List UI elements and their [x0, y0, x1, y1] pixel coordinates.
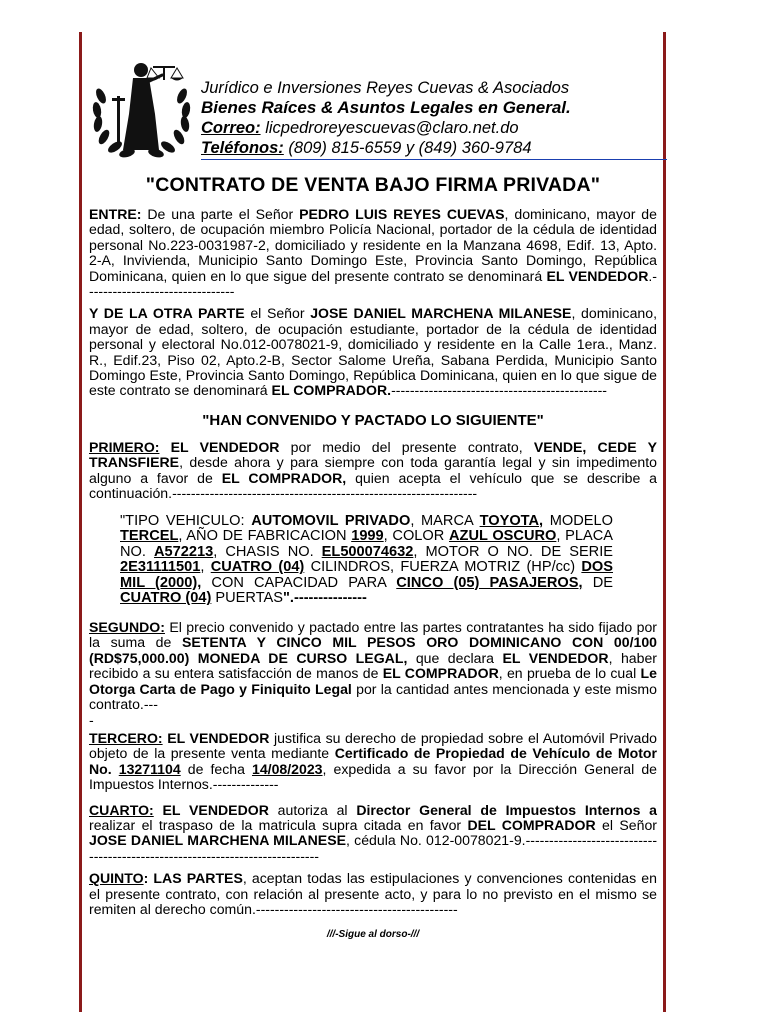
primero-bold-1: EL VENDEDOR	[170, 438, 280, 455]
primero-label: PRIMERO:	[89, 438, 160, 455]
vehicle-text-2: , MARCA	[410, 512, 480, 529]
vehicle-chassis: EL500074632	[321, 543, 414, 560]
vehicle-doors: CUATRO (04)	[120, 590, 212, 607]
quinto-dashes: -------------------------------------------	[255, 900, 458, 917]
cuarto-text-5: , cédula No. 012-0078021-9.	[346, 832, 526, 849]
vehicle-year: 1999	[351, 528, 384, 545]
segundo-price: SETENTA Y CINCO MIL PESOS ORO DOMINICANO CON 00/100 (RD$75,000.00) MONEDA DE CURSO LEGAL,	[89, 634, 658, 666]
segundo-text-1: El precio convenido y pactado entre las partes contratantes ha sido fijado por la suma de	[89, 619, 657, 651]
vehicle-brand: TOYOTA,	[479, 512, 544, 529]
vehicle-plate: A572213	[153, 543, 214, 560]
cuarto-label: CUARTO:	[89, 801, 154, 818]
phone-line	[201, 138, 571, 158]
vehicle-text-5: , COLOR	[383, 528, 449, 545]
vehicle-color: AZUL OSCURO	[449, 528, 557, 545]
vehicle-text-6: , PLACA NO.	[120, 528, 613, 560]
cuarto-dashes: -----------------------------------------------------------------------------	[89, 832, 658, 864]
segundo-text-3: , haber recibido a su entera satisfacción de manos de	[89, 649, 657, 682]
tercero-dashes: --------------	[212, 776, 279, 793]
cuarto-bold-4: JOSE DANIEL MARCHENA MILANESE	[89, 832, 346, 849]
primero-text-1	[159, 439, 170, 455]
vehicle-text-7: , CHASIS NO.	[213, 543, 322, 560]
primero-dashes: -----------------------------------------------------------------	[172, 485, 478, 502]
vehicle-power: DOS MIL (2000),	[120, 559, 613, 591]
email-label: Correo:	[201, 119, 261, 137]
segundo-text-2: que declara	[407, 649, 503, 666]
segundo-bold-3: EL COMPRADOR	[382, 665, 499, 682]
vehicle-text-10: CILINDROS, FUERZA MOTRIZ (HP/cc)	[304, 559, 582, 576]
phone-label: Teléfonos:	[201, 139, 284, 157]
phone-numbers: (809) 815-6559 y (849) 360-9784	[288, 139, 532, 157]
clause-tercero	[89, 731, 657, 793]
quinto-text-2: , aceptan todas las estipulaciones y convenciones contenidas en el presente contrato, con relación al presente acto, y para lo no previsto en el mismo se remiten al derecho común.	[89, 870, 657, 917]
tercero-bold-2: Certificado de Propiedad de Vehículo de Motor No.	[89, 745, 657, 777]
otra-text-2: , dominicano, mayor de edad, soltero, de ocupación estudiante, portador de la cédula de identidad personal y electoral No.012-0078021-9, domiciliado y residente en la Calle 1era., Manz. R., Edif.23, Piso 02, Apto.2-B, Sector Salome Ureña, Sabana Perdida, Municipio Santo Domingo Este, Provincia Santo Domingo, República Dominicana, quien en lo que sigue de este contrato se denominará	[89, 305, 658, 399]
email-line	[201, 118, 571, 138]
cuarto-text-4: el Señor	[595, 816, 657, 833]
vehicle-text-4: , AÑO DE FABRICACION	[178, 528, 352, 545]
vehicle-text-8: , MOTOR O NO. DE SERIE	[413, 543, 614, 560]
otra-label: Y DE LA OTRA PARTE	[89, 305, 245, 322]
clause-quinto	[89, 871, 657, 917]
otra-text-1: el Señor	[244, 305, 311, 322]
vehicle-cylinders: CUATRO (04)	[210, 559, 305, 576]
entre-dashes: .--------------------------------	[89, 267, 657, 300]
seller-role: EL VENDEDOR	[546, 267, 649, 284]
vehicle-text-9: ,	[200, 559, 211, 576]
primero-bold-2: VENDE, CEDE Y TRANSFIERE	[89, 438, 658, 471]
lady-justice-emblem-icon	[89, 56, 194, 160]
vehicle-model: TERCEL	[120, 528, 179, 545]
segundo-text-4: , en prueba de lo cual	[498, 665, 641, 682]
segundo-text-5: por la cantidad antes mencionada y este mismo contrato.---	[89, 680, 657, 713]
quinto-bold-1: LAS PARTES	[153, 870, 243, 887]
cuarto-bold-3: DEL COMPRADOR	[467, 816, 596, 833]
letterhead-text	[201, 78, 571, 158]
vehicle-text-1: "TIPO VEHICULO:	[120, 512, 252, 529]
page-footer: ///-Sigue al dorso-///	[326, 929, 420, 941]
primero-text-3: , desde ahora y para siempre con toda garantía legal y sin impedimento alguno a favor de	[89, 454, 657, 486]
clause-cuarto	[89, 803, 657, 865]
letterhead	[89, 52, 657, 160]
cuarto-text-1	[154, 802, 163, 818]
tercero-bold-1: EL VENDEDOR	[167, 729, 270, 746]
segundo-bold-2: EL VENDEDOR	[502, 649, 609, 666]
letterhead-rule	[201, 159, 667, 160]
email-address: licpedroreyescuevas@claro.net.do	[265, 119, 519, 137]
primero-text-2: por medio del presente contrato,	[279, 438, 534, 455]
entre-label: ENTRE:	[89, 206, 142, 222]
vehicle-text-3: MODELO	[543, 512, 613, 529]
certificate-number: 13271104	[118, 760, 181, 777]
company-tagline: Bienes Raíces & Asuntos Legales en General.	[201, 98, 571, 117]
tercero-text-3: de fecha	[180, 760, 252, 777]
company-name: Jurídico e Inversiones Reyes Cuevas & Asociados	[201, 79, 570, 97]
vehicle-end: ".---------------	[283, 590, 367, 607]
segundo-bold-4: Le Otorga Carta de Pago y Finiquito Legal	[89, 665, 657, 697]
clause-entre	[89, 207, 657, 299]
quinto-label: QUINTO	[89, 870, 144, 887]
vehicle-text-13: PUERTAS	[211, 590, 283, 607]
tercero-text-2: justifica su derecho de propiedad sobre el Automóvil Privado objeto de la presente venta mediante	[89, 729, 657, 762]
quinto-text-1: :	[143, 870, 154, 887]
vehicle-text-12: DE	[582, 574, 613, 591]
cuarto-bold-2: Director General de Impuestos Internos a	[356, 801, 658, 818]
vehicle-capacity: CINCO (05) PASAJEROS,	[396, 574, 583, 591]
primero-text-4: quien acepta el vehículo que se describe a continuación.	[89, 469, 657, 502]
primero-bold-3: EL COMPRADOR,	[221, 469, 347, 486]
vehicle-text-11: CON CAPACIDAD PARA	[201, 574, 397, 591]
cuarto-text-3: realizar el traspaso de la matricula supra citada en favor	[89, 816, 468, 833]
right-margin-line	[663, 32, 666, 1012]
certificate-date: 14/08/2023	[251, 760, 323, 777]
left-margin-line	[79, 32, 82, 1012]
contract-title: "CONTRATO DE VENTA BAJO FIRMA PRIVADA"	[145, 174, 601, 196]
tercero-label: TERCERO:	[89, 729, 163, 746]
segundo-label: SEGUNDO:	[89, 619, 165, 636]
entre-text-2: , dominicano, mayor de edad, soltero, de ocupación miembro Policía Nacional, portador de la cédula de identidad personal No.223-0031987-2, domiciliado y residente en la Manzana 4698, Edif. 13, Apto. 2-A, Invivienda, Municipio Santo Domingo Este, Provincia Santo Domingo, República Dominicana, quien en lo que sigue del presente contrato se denominará	[89, 206, 657, 284]
tercero-text-4: , expedida a su favor por la Dirección General de Impuestos Internos.	[89, 760, 657, 793]
vehicle-serial: 2E31111501	[120, 559, 201, 576]
document-page	[89, 52, 657, 940]
agreed-heading: "HAN CONVENIDO Y PACTADO LO SIGUIENTE"	[202, 411, 544, 429]
clause-primero	[89, 440, 657, 502]
buyer-name: JOSE DANIEL MARCHENA MILANESE	[310, 305, 572, 322]
otra-dashes: ----------------------------------------------	[391, 382, 607, 399]
cuarto-bold-1: EL VENDEDOR	[162, 801, 269, 818]
cuarto-text-2: autoriza al	[268, 801, 357, 818]
segundo-text-6: -	[89, 711, 94, 728]
seller-name: PEDRO LUIS REYES CUEVAS	[299, 206, 505, 222]
buyer-role: EL COMPRADOR.	[271, 382, 392, 399]
clause-otra-parte	[89, 306, 657, 398]
entre-text-1: De una parte el Señor	[141, 206, 300, 222]
clause-segundo	[89, 620, 657, 728]
vehicle-description	[120, 514, 613, 608]
vehicle-type: AUTOMOVIL PRIVADO	[251, 512, 411, 529]
